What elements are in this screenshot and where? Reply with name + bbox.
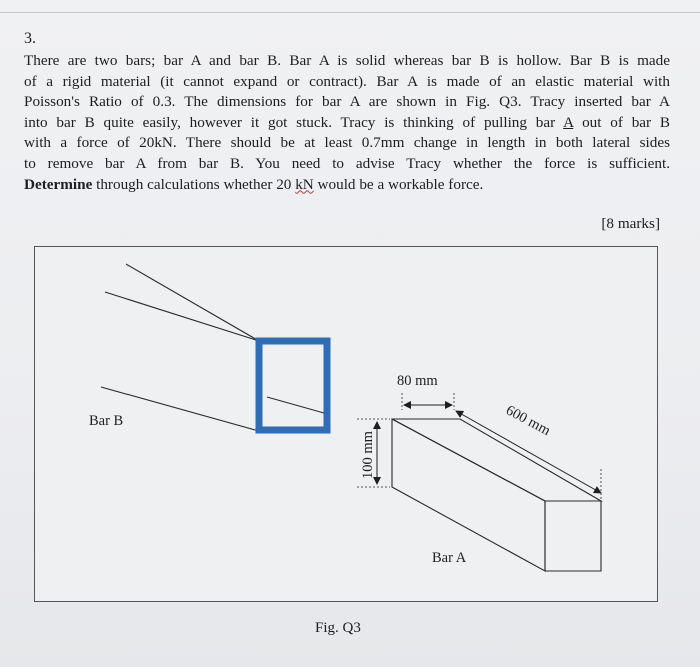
- question-line-3: Poisson's Ratio of 0.3. The dimensions for bar A are shown in Fig. Q3. Tracy inserted bar A: [24, 93, 670, 111]
- question-line-1: There are two bars; bar A and bar B. Bar A is solid whereas bar B is hollow. Bar B is made: [24, 52, 670, 69]
- bar-b-drawing: [101, 264, 259, 431]
- bar-a-label: Bar A: [432, 550, 467, 566]
- determine-keyword: Determine: [24, 175, 93, 193]
- question-line-4-head: into bar B quite easily, however it got stuck. Tracy is thinking of pulling bar: [24, 113, 556, 131]
- kn-unit-spellcheck: kN: [295, 175, 314, 193]
- bar-a-drawing: [392, 419, 601, 571]
- bar-a-end-face: [545, 501, 601, 571]
- width-dimension-label: 80 mm: [397, 373, 438, 389]
- question-line-5: with a force of 20kN. There should be at least 0.7mm change in length in both lateral sides: [24, 134, 670, 152]
- figure-drawing: [35, 247, 659, 603]
- figure-q3: [34, 246, 658, 602]
- bar-b-inner-line: [267, 397, 324, 413]
- marks-label: [8 marks]: [601, 215, 660, 232]
- bar-a-side-face: [392, 419, 545, 571]
- underlined-bar-a: A: [563, 113, 574, 131]
- question-line-6: to remove bar A from bar B. You need to advise Tracy whether the force is sufficient.: [24, 154, 670, 172]
- bar-b-hollow-section: [259, 341, 327, 430]
- bar-b-top-edge: [126, 264, 259, 341]
- figure-caption: Fig. Q3: [315, 620, 361, 636]
- question-line-7-a: through calculations whether 20: [96, 175, 292, 193]
- question-number: 3.: [24, 30, 36, 47]
- height-dimension-label: 100 mm: [360, 431, 376, 479]
- question-line-7: [24, 175, 670, 196]
- question-line-4-tail: out of bar B: [582, 113, 670, 131]
- length-dimension-label: 600 mm: [503, 402, 553, 440]
- question-text: [24, 51, 670, 195]
- bar-b-label: Bar B: [89, 413, 124, 429]
- bar-b-middle-edge: [105, 292, 259, 341]
- question-line-7-b: would be a workable force.: [317, 175, 484, 193]
- question-line-4: [24, 113, 670, 134]
- bar-b-bottom-edge: [101, 387, 259, 431]
- question-line-2: of a rigid material (it cannot expand or contract). Bar A is made of an elastic material with: [24, 72, 670, 90]
- top-rule: [0, 12, 700, 13]
- bar-a-top-face: [392, 419, 601, 501]
